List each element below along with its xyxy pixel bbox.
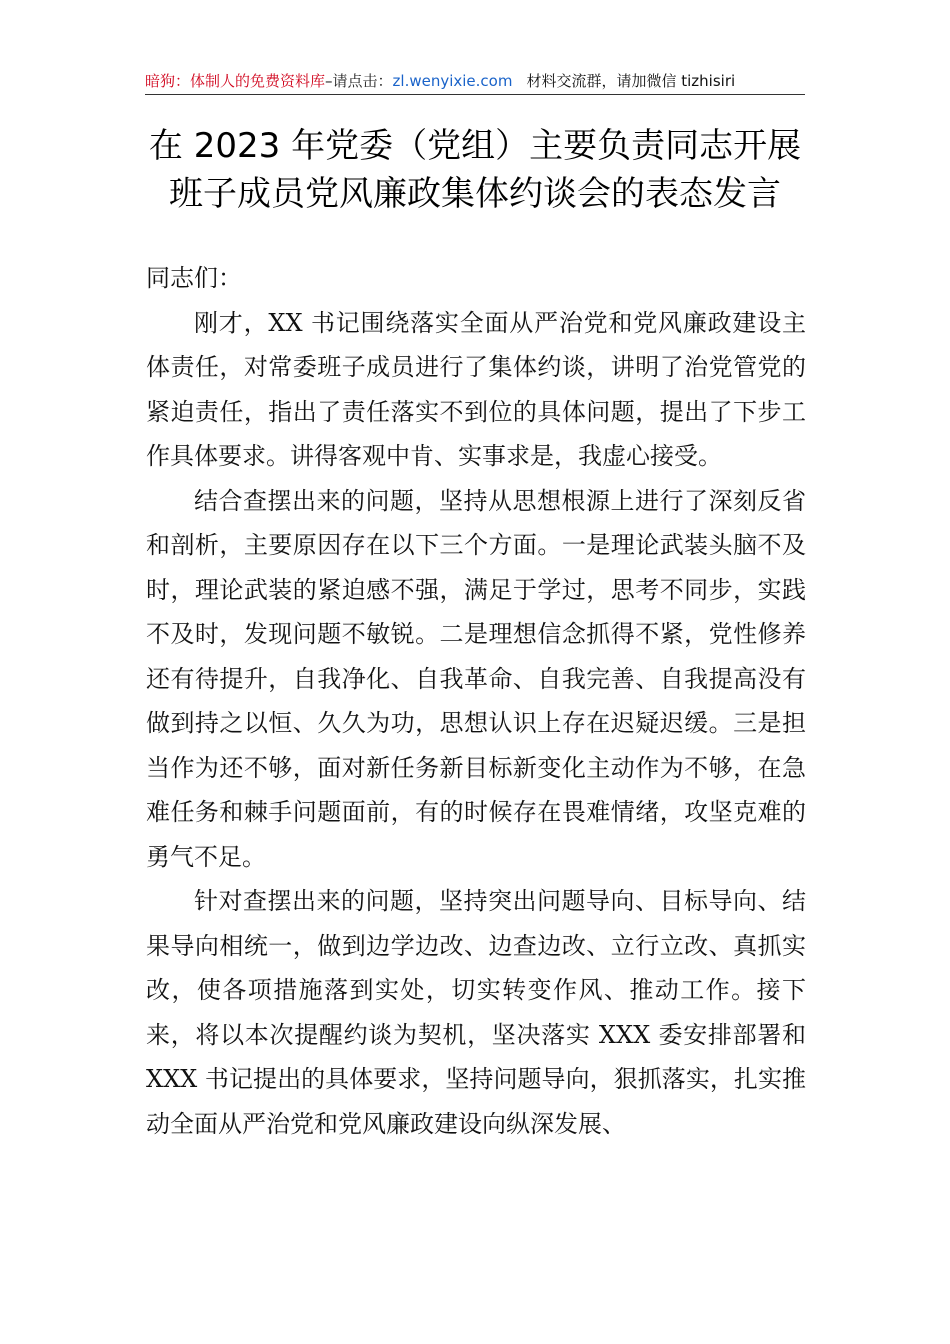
header-brand: 暗狗：体制人的免费资料库 (145, 72, 326, 90)
page-header (145, 70, 805, 94)
title-line-1: 在 2023 年党委（党组）主要负责同志开展 (148, 126, 802, 166)
document-title (120, 122, 830, 218)
title-line-2: 班子成员党风廉政集体约谈会的表态发言 (169, 174, 781, 214)
header-contact: 材料交流群，请加微信 tizhisiri (526, 72, 736, 90)
paragraph-1: 刚才，XX 书记围绕落实全面从严治党和党风廉政建设主体责任，对常委班子成员进行了集体约谈，讲明了治党管党的紧迫责任，指出了责任落实不到位的具体问题，提出了下步工作具体要求。讲得客观中肯、实事求是，我虚心接受。 (146, 308, 806, 470)
document-body (146, 256, 806, 1146)
header-link[interactable]: zl.wenyixie.com (392, 72, 513, 90)
greeting: 同志们： (146, 264, 242, 292)
header-rule (145, 94, 805, 95)
paragraph-2: 结合查摆出来的问题，坚持从思想根源上进行了深刻反省和剖析，主要原因存在以下三个方面。一是理论武装头脑不及时，理论武装的紧迫感不强，满足于学过，思考不同步，实践不及时，发现问题不敏锐。二是理想信念抓得不紧，党性修养还有待提升，自我净化、自我革命、自我完善、自我提高没有做到持之以恒、久久为功，思想认识上存在迟疑迟缓。三是担当作为还不够，面对新任务新目标新变化主动作为不够，在急难任务和棘手问题面前，有的时候存在畏难情绪，攻坚克难的勇气不足。 (146, 486, 806, 871)
header-separator: –请点击： (325, 72, 393, 90)
paragraph-3: 针对查摆出来的问题，坚持突出问题导向、目标导向、结果导向相统一，做到边学边改、边查边改、立行立改、真抓实改，使各项措施落到实处，切实转变作风、推动工作。接下来，将以本次提醒约谈为契机，坚决落实 XXX 委安排部署和 XXX 书记提出的具体要求，坚持问题导向，狠抓落实，扎实推动全面从严治党和党风廉政建设向纵深发展、 (146, 887, 806, 1138)
